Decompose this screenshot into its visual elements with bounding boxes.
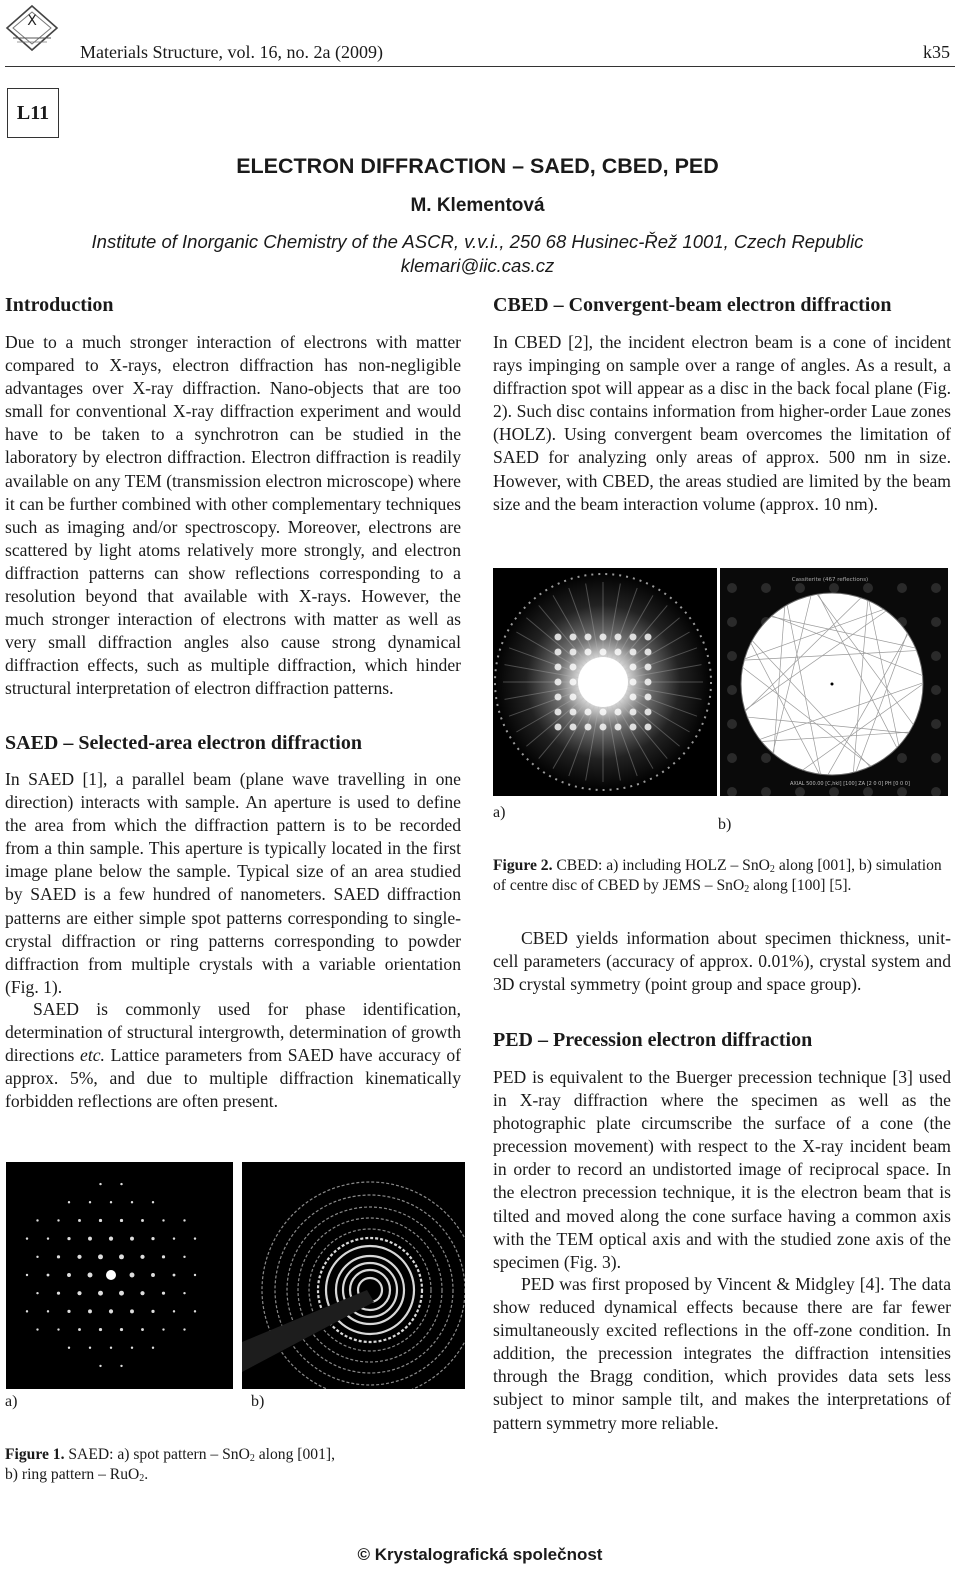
disc-spot: [570, 679, 577, 686]
disc-spot: [570, 634, 577, 641]
society-logo-icon: [5, 4, 59, 52]
simulated-disc: [931, 651, 941, 661]
footer-copyright: © Krystalografická společnost: [357, 1545, 603, 1564]
diffraction-spot: [36, 1256, 38, 1258]
disc-spot: [555, 694, 562, 701]
diffraction-spot: [26, 1310, 28, 1312]
diffraction-spot: [131, 1201, 133, 1203]
disc-spot: [600, 709, 607, 716]
simulated-disc: [931, 583, 941, 593]
disc-spot: [645, 679, 652, 686]
diffraction-spot: [26, 1274, 28, 1276]
diffraction-spot: [77, 1255, 81, 1259]
diffraction-spot: [194, 1274, 196, 1276]
diffraction-spot: [99, 1365, 101, 1367]
saed-paragraph-2: SAED is commonly used for phase identification, determination of structural intergrowth, determination of growth directions etc. Lattice parameters from SAED have accuracy of approx. 5%, and due to multiple diffraction kinematically forbidden reflections are often present.: [5, 999, 461, 1112]
disc-spot: [630, 664, 637, 671]
diffraction-spot: [130, 1273, 135, 1278]
simulated-disc: [727, 583, 737, 593]
author: M. Klementová: [410, 195, 545, 216]
diffraction-spot: [183, 1256, 185, 1258]
disc-spot: [570, 724, 577, 731]
disc-spot: [645, 694, 652, 701]
diffraction-spot: [141, 1328, 144, 1331]
diffraction-spot: [162, 1292, 165, 1295]
disc-spot: [585, 634, 592, 641]
saed-paragraph-1: In SAED [1], a parallel beam (plane wave travelling in one direction) interacts with sample. An aperture is used to define the area from which the diffraction pattern is to be recorded from a thin sample. This aperture is typically located in the first image plane below the sample. Typical size of an area studied by SAED is a few hundred of nanometers. SAED diffraction patterns are either simple spot patterns corresponding to single-crystal diffraction or ring patterns corresponding to powder diffraction from multiple crystals with a variable orientation (Fig. 1).: [5, 769, 461, 997]
simulated-disc: [761, 583, 771, 593]
diffraction-spot: [68, 1347, 70, 1349]
diffraction-spot: [130, 1309, 134, 1313]
disc-spot: [630, 709, 637, 716]
simulated-disc: [931, 753, 941, 763]
simulated-disc: [761, 753, 771, 763]
diffraction-spot: [110, 1347, 112, 1349]
intro-paragraph: Due to a much stronger interaction of electrons with matter compared to X-rays, electron diffraction has non-negligible advantages over X-ray diffraction. Nano-objects that are too small for conventional X-ray diffraction experiment and would have to be taken to a synchrotron can be studied in the laboratory by electron diffraction. Electron diffraction is readily available on any TEM (transmission electron microscope) where it can be further combined with other complementary techniques such as imaging and/or spectroscopy. Moreover, electrons are scattered by light atoms relatively more strongly, and electron diffraction patterns can show reflections corresponding to a resolution beyond that available with X-rays. However, the much stronger interaction of electrons with matter as well as very small diffraction angles also cause strong dynamical diffraction effects, such as multiple diffraction, which hinder structural interpretation of electron diffraction patterns.: [5, 332, 461, 699]
simulated-disc: [931, 617, 941, 627]
diffraction-spot: [162, 1219, 164, 1221]
disc-spot: [555, 679, 562, 686]
disc-spot: [585, 649, 592, 656]
diffraction-spot: [77, 1291, 81, 1295]
diffraction-spot: [26, 1237, 28, 1239]
disc-spot: [630, 649, 637, 656]
diffraction-spot: [88, 1273, 93, 1278]
disc-spot: [630, 679, 637, 686]
figure-2a-label: a): [493, 804, 506, 821]
figure-1b-label: b): [251, 1393, 265, 1410]
ped-heading: PED – Precession electron diffraction: [493, 1029, 813, 1051]
diffraction-spot: [110, 1201, 112, 1203]
disc-spot: [555, 664, 562, 671]
figure-2-caption: Figure 2. CBED: a) including HOLZ – SnO$_2$ along [001], b) simulation of centre disc of CBED by JEMS – SnO$_2$ along [100] [5].: [493, 857, 942, 895]
disc-spot: [555, 649, 562, 656]
disc-spot: [630, 724, 637, 731]
diffraction-spot: [99, 1328, 102, 1331]
simulated-disc: [727, 651, 737, 661]
disc-spot: [555, 724, 562, 731]
figure-1a-label: a): [5, 1393, 18, 1410]
abstract-code: L11: [7, 88, 59, 138]
diffraction-spot: [67, 1310, 70, 1313]
diffraction-spot: [152, 1347, 154, 1349]
diffraction-spot: [99, 1219, 102, 1222]
diffraction-spot: [57, 1328, 59, 1330]
diffraction-spot: [151, 1237, 154, 1240]
disc-spot: [645, 724, 652, 731]
diffraction-spot: [98, 1254, 103, 1259]
cbed-paragraph-1: In CBED [2], the incident electron beam is a cone of incident rays impinging on sample over a range of angles. As a result, a diffraction spot will appear as a disc in the back focal plane (Fig. 2). Such disc contains information from higher-order Laue zones (HOLZ). Using convergent beam overcomes the limitation of SAED for analyzing only areas of approx. 500 nm in size. However, with CBED, the areas studied are limited by the beam size and the beam interaction volume (approx. 10 nm).: [493, 332, 951, 514]
diffraction-spot: [68, 1201, 70, 1203]
figure-2b-label: b): [718, 816, 732, 833]
affiliation: Institute of Inorganic Chemistry of the ASCR, v.v.i., 250 68 Husinec-Řež 1001, Czech Republic: [91, 231, 864, 252]
diffraction-spot: [47, 1237, 49, 1239]
diffraction-spot: [162, 1255, 165, 1258]
figure-1b-ring-pattern: [242, 1162, 465, 1389]
diffraction-spot: [120, 1365, 122, 1367]
diffraction-spot: [173, 1274, 176, 1277]
disc-spot: [600, 634, 607, 641]
intro-heading: Introduction: [5, 294, 114, 316]
diffraction-spot: [173, 1310, 175, 1312]
diffraction-spot: [57, 1255, 60, 1258]
diffraction-spot: [183, 1292, 185, 1294]
diffraction-spot: [89, 1201, 91, 1203]
diffraction-spot: [130, 1237, 134, 1241]
page-number: k35: [923, 42, 950, 62]
diffraction-spot: [67, 1273, 71, 1277]
simulated-disc: [795, 583, 805, 593]
diffraction-spot: [151, 1273, 155, 1277]
diffraction-spot: [140, 1255, 144, 1259]
cbed-paragraph-2: CBED yields information about specimen thickness, unit-cell parameters (accuracy of approx. 0.01%), crystal system and 3D crystal symmetry (point group and space group).: [493, 928, 951, 995]
diffraction-spot: [194, 1310, 196, 1312]
disc-spot: [585, 709, 592, 716]
disc-spot: [645, 709, 652, 716]
diffraction-spot: [57, 1292, 60, 1295]
disc-spot: [615, 634, 622, 641]
diffraction-spot: [120, 1183, 122, 1185]
diffraction-spot: [57, 1219, 59, 1221]
disc-spot: [615, 724, 622, 731]
svg-text:X: X: [27, 13, 37, 29]
figure-1a-spot-pattern: [6, 1162, 233, 1389]
simulated-disc: [727, 617, 737, 627]
diffraction-spot: [152, 1201, 154, 1203]
ped-paragraph-1: PED is equivalent to the Buerger precession technique [3] used in X-ray diffraction where the specimen as well as the photographic plate circumscribe the surface of a cone (the precession movement) with respect to the X-ray incident beam in order to record an undistorted image of reciprocal space. In the electron precession technique, it is the electron beam that is tilted and moved along the cone surface having a common axis with the TEM optical axis and with the studied zone axis of the specimen (Fig. 3).: [493, 1067, 951, 1272]
diffraction-spot: [109, 1309, 113, 1313]
diffraction-spot: [162, 1328, 164, 1330]
diffraction-spot: [151, 1310, 154, 1313]
disc-spot: [570, 649, 577, 656]
disc-spot: [615, 649, 622, 656]
diffraction-spot: [106, 1270, 116, 1280]
disc-spot: [555, 709, 562, 716]
disc-spot: [630, 694, 637, 701]
diffraction-spot: [140, 1291, 144, 1295]
disc-spot: [645, 649, 652, 656]
disc-spot: [570, 664, 577, 671]
diffraction-spot: [88, 1309, 92, 1313]
simulated-disc: [829, 583, 839, 593]
disc-spot: [645, 664, 652, 671]
disc-spot: [570, 694, 577, 701]
diffraction-spot: [36, 1292, 38, 1294]
cbed-heading: CBED – Convergent-beam electron diffraction: [493, 294, 892, 316]
simulated-disc: [897, 583, 907, 593]
disc-spot: [630, 634, 637, 641]
figure-1-caption: Figure 1. SAED: a) spot pattern – SnO$_2$ along [001], b) ring pattern – RuO$_2$.: [5, 1446, 335, 1484]
simulated-disc: [727, 685, 737, 695]
diffraction-spot: [88, 1237, 92, 1241]
diffraction-spot: [98, 1291, 103, 1296]
diffraction-spot: [141, 1219, 144, 1222]
ped-paragraph-2: PED was first proposed by Vincent & Midgley [4]. The data show reduced dynamical effects because there are far fewer simultaneously excited reflections in the off-zone condition. In addition, the precession integrates the diffraction intensities through the Bragg condition, which provides data sets less subject to minor sample tilt, and makes the interpretations of pattern symmetry more reliable.: [493, 1274, 951, 1433]
diffraction-spot: [183, 1328, 185, 1330]
sim-footer-text: AXIAL 500.00 [C,hkl] [100] ZA [2 0 0] PH [0 0 0]: [790, 781, 910, 787]
diffraction-spot: [47, 1310, 49, 1312]
diffraction-spot: [78, 1219, 81, 1222]
journal-title: Materials Structure, vol. 16, no. 2a (2009): [80, 42, 383, 62]
figure-2b-cbed-simulation: [720, 568, 948, 796]
diffraction-spot: [119, 1254, 124, 1259]
diffraction-spot: [183, 1219, 185, 1221]
diffraction-spot: [67, 1237, 70, 1240]
saed-heading: SAED – Selected-area electron diffraction: [5, 732, 362, 754]
diffraction-spot: [36, 1219, 38, 1221]
disc-spot: [555, 634, 562, 641]
header-rule: [5, 66, 955, 67]
diffraction-spot: [99, 1183, 101, 1185]
simulated-disc: [727, 719, 737, 729]
simulated-disc: [931, 685, 941, 695]
email: klemari@iic.cas.cz: [400, 255, 555, 276]
disc-spot: [615, 709, 622, 716]
disc-spot: [600, 724, 607, 731]
disc-spot: [585, 724, 592, 731]
sim-header-text: Cassiterite (467 reflections): [791, 577, 869, 583]
diffraction-spot: [109, 1237, 113, 1241]
diffraction-spot: [131, 1347, 133, 1349]
diffraction-spot: [89, 1347, 91, 1349]
simulated-disc: [863, 583, 873, 593]
diffraction-spot: [119, 1291, 124, 1296]
diffraction-spot: [173, 1237, 175, 1239]
diffraction-spot: [194, 1237, 196, 1239]
disc-spot: [570, 709, 577, 716]
diffraction-spot: [120, 1328, 123, 1331]
diffraction-spot: [120, 1219, 123, 1222]
paper-title: ELECTRON DIFFRACTION – SAED, CBED, PED: [236, 154, 719, 178]
diffraction-spot: [78, 1328, 81, 1331]
simulated-disc: [897, 753, 907, 763]
simulated-disc: [727, 753, 737, 763]
diffraction-spot: [36, 1328, 38, 1330]
disc-spot: [600, 649, 607, 656]
diffraction-spot: [47, 1274, 50, 1277]
disc-spot: [645, 634, 652, 641]
simulated-disc: [931, 719, 941, 729]
figure-2a-cbed-holz: [493, 568, 717, 796]
